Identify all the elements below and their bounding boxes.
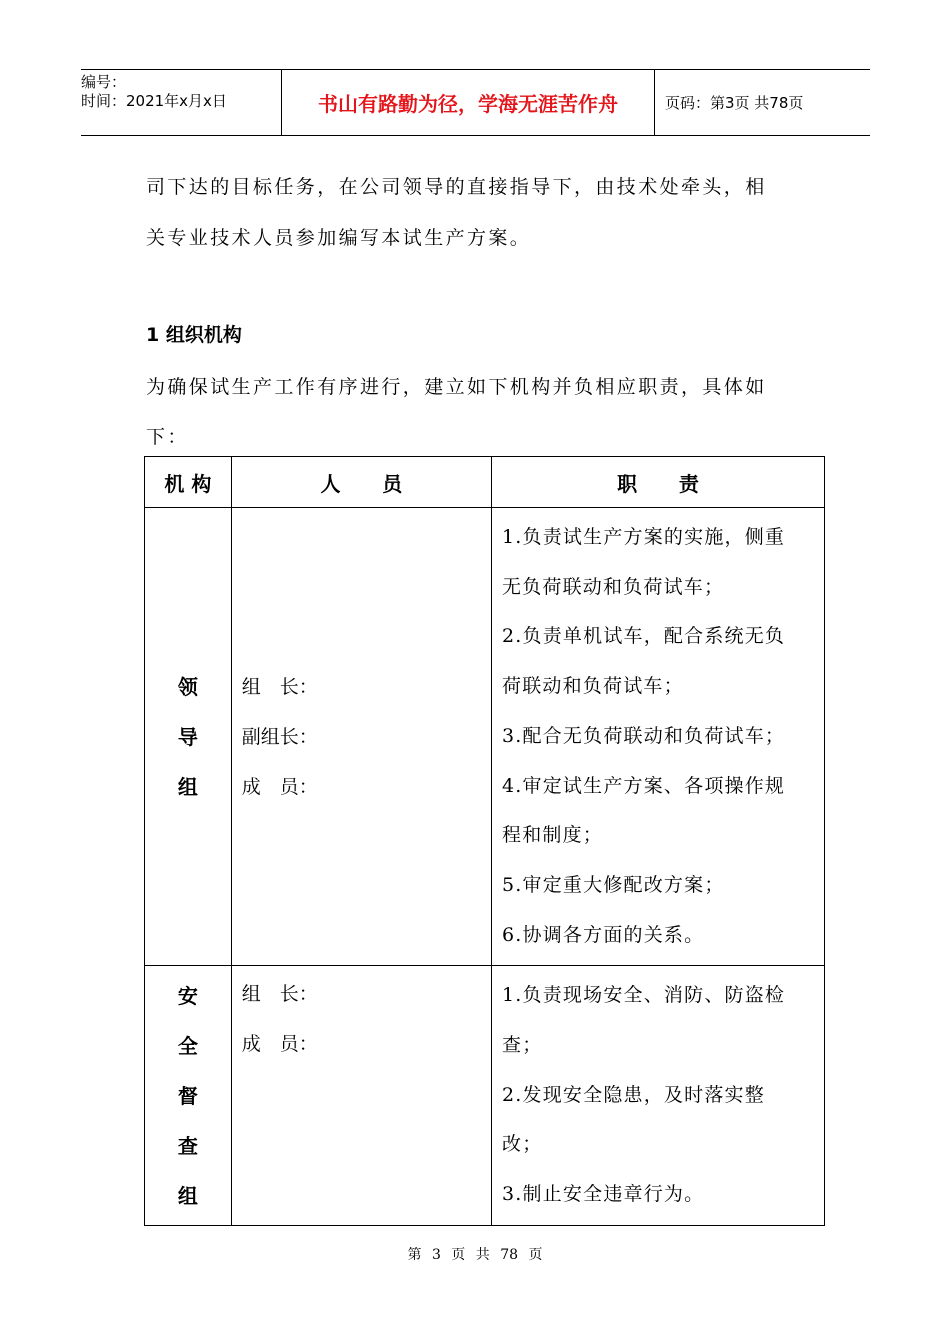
table-header-row bbox=[145, 457, 825, 508]
header-page-info: 页码：第3页 共78页 bbox=[665, 94, 804, 112]
duties-leadership bbox=[492, 508, 825, 966]
column-header-duties: 职 责 bbox=[492, 457, 825, 508]
page-header bbox=[81, 69, 870, 136]
page-footer: 第 3 页 共 78 页 bbox=[407, 1247, 543, 1263]
org-name-safety bbox=[145, 966, 232, 1226]
duty-line: 程和制度； bbox=[502, 824, 604, 847]
member-role: 组 长： bbox=[241, 675, 318, 698]
time-label: 时间：2021年x月x日 bbox=[81, 92, 227, 110]
duty-line: 1.负责试生产方案的实施，侧重 bbox=[502, 526, 786, 548]
member-role: 副组长： bbox=[241, 725, 318, 748]
duties-safety bbox=[492, 966, 825, 1226]
duty-line: 3.制止安全违章行为。 bbox=[502, 1183, 705, 1206]
table-row-leadership bbox=[145, 508, 825, 966]
org-name-text: 安 全 督 查 组 bbox=[177, 983, 198, 1208]
duty-line: 1.负责现场安全、消防、防盗检 bbox=[502, 984, 786, 1007]
section-line-2: 下： bbox=[146, 426, 189, 448]
members-safety bbox=[231, 966, 491, 1226]
code-label: 编号： bbox=[81, 73, 127, 91]
column-header-people: 人 员 bbox=[231, 457, 491, 508]
duty-line: 3.配合无负荷联动和负荷试车； bbox=[502, 724, 786, 747]
org-name-text: 领 导 组 bbox=[177, 674, 198, 799]
intro-line-2: 关专业技术人员参加编写本试生产方案。 bbox=[146, 227, 532, 249]
duty-line: 改； bbox=[502, 1133, 543, 1156]
duty-line: 2.负责单机试车，配合系统无负 bbox=[502, 625, 786, 648]
duty-line: 查； bbox=[502, 1034, 543, 1057]
member-role: 成 员： bbox=[241, 1033, 318, 1056]
header-left bbox=[81, 70, 281, 135]
duty-line: 5.审定重大修配改方案； bbox=[502, 873, 725, 896]
duty-line: 荷联动和负荷试车； bbox=[502, 675, 684, 698]
section-line-1: 为确保试生产工作有序进行，建立如下机构并负相应职责，具体如 bbox=[146, 376, 767, 398]
duty-line: 2.发现安全隐患，及时落实整 bbox=[502, 1083, 765, 1106]
member-role: 组 长： bbox=[241, 983, 318, 1006]
organization-table bbox=[144, 456, 825, 1226]
table-row-safety bbox=[145, 966, 825, 1226]
header-motto: 书山有路勤为径，学海无涯苦作舟 bbox=[281, 70, 655, 135]
members-leadership bbox=[231, 508, 491, 966]
column-header-org: 机 构 bbox=[145, 457, 232, 508]
duty-line: 4.审定试生产方案、各项操作规 bbox=[502, 774, 786, 797]
org-name-leadership bbox=[145, 508, 232, 966]
duty-line: 6.协调各方面的关系。 bbox=[502, 923, 705, 946]
intro-line-1: 司下达的目标任务，在公司领导的直接指导下，由技术处牵头，相 bbox=[146, 176, 767, 198]
section-heading: 1 组织机构 bbox=[146, 324, 242, 346]
member-role: 成 员： bbox=[241, 775, 318, 798]
duty-line: 无负荷联动和负荷试车； bbox=[502, 575, 725, 598]
